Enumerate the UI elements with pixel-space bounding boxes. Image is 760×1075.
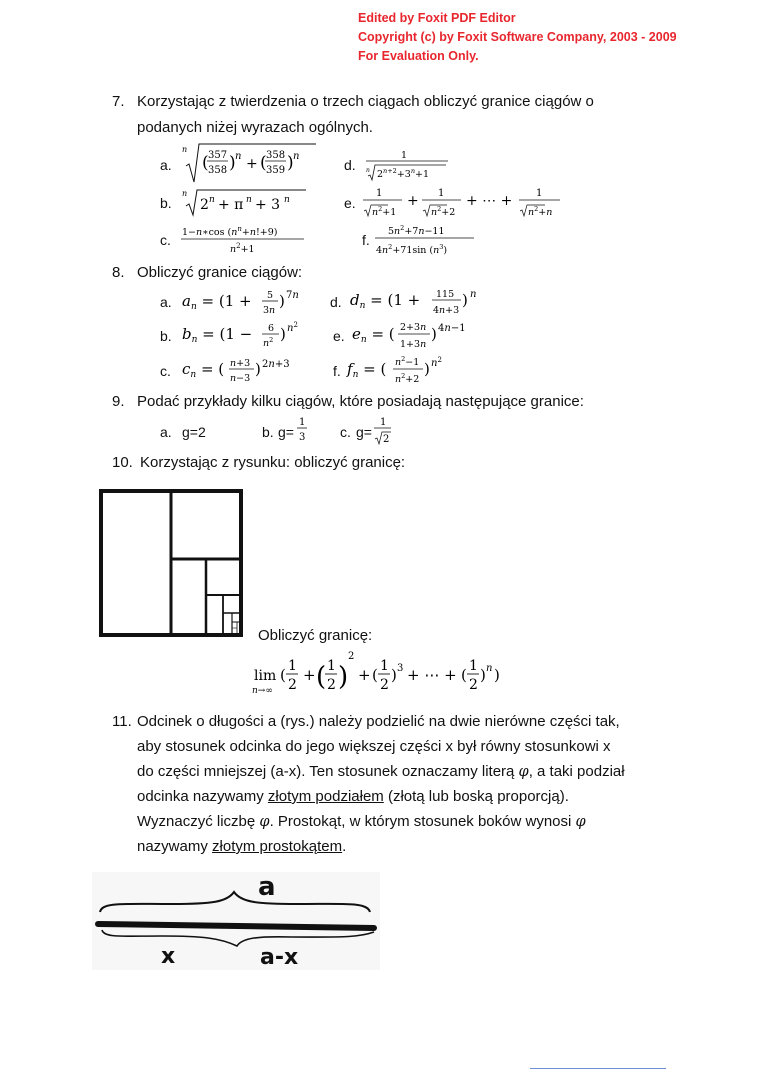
svg-text:2: 2	[327, 677, 336, 693]
q8-formula-d-svg	[348, 284, 488, 320]
svg-text:n: n	[182, 145, 188, 154]
q8-formula-b-svg	[180, 318, 310, 352]
q8-label-a: a.	[160, 294, 172, 310]
golden-rectangle-term: złotym prostokątem	[212, 838, 343, 855]
svg-text:): )	[480, 666, 486, 684]
q8-formula-c	[180, 353, 310, 392]
q9-label-b: b.	[262, 424, 274, 440]
svg-text:): )	[287, 153, 294, 173]
svg-text:): )	[431, 325, 437, 343]
svg-text:2: 2	[288, 677, 297, 693]
q9-label-a: a.	[160, 424, 172, 440]
q7-text-line-2: podanych niżej wyrazach ogólnych.	[137, 119, 373, 136]
svg-text:(: (	[316, 662, 327, 692]
q7-formula-b-svg	[180, 186, 310, 218]
svg-text:): )	[338, 662, 349, 692]
q8-text: Obliczyć granice ciągów:	[137, 264, 303, 281]
svg-text:en = (: $e_n$ = (	[352, 325, 395, 345]
q7-formula-f-svg	[374, 222, 480, 260]
svg-text:2: 2	[469, 677, 478, 693]
q7-label-b: b.	[160, 195, 172, 211]
q11-line-4-post: (złotą lub boską proporcją).	[383, 788, 569, 805]
watermark-line-2: Copyright (c) by Foxit Software Company, 2003 - 2009	[358, 30, 677, 44]
svg-text:n2−1: $n^2-1$	[395, 355, 420, 368]
label-a: a	[258, 872, 276, 902]
svg-text:358: 358	[266, 150, 286, 161]
svg-text:): )	[280, 325, 286, 343]
q9-fraction-b	[296, 414, 310, 449]
q11-line-3-pre: do części mniejszej (a-x). Ten stosunek oznaczamy literą	[137, 763, 519, 780]
svg-text:1: 1	[299, 417, 306, 428]
q9-prefix-b: g=	[278, 424, 294, 440]
svg-text:1+3n: 1+3n	[400, 339, 427, 350]
svg-text:fn = (: $f_n$ = (	[347, 360, 387, 380]
q11-line-4-pre: odcinka nazywamy	[137, 788, 268, 805]
svg-text:n2+n: $n^2+n$	[528, 205, 553, 218]
svg-text:): )	[391, 666, 397, 684]
svg-text:2: 2	[380, 677, 389, 693]
svg-text:n+3: n+3	[230, 358, 251, 369]
q11-line-3	[137, 763, 625, 780]
q7-formula-d	[364, 147, 454, 188]
svg-text:2n+2+3n+1: $2^n+2+3^n+1$	[377, 167, 430, 180]
q11-line-1: Odcinek o długości a (rys.) należy podzielić na dwie nierówne części tak,	[137, 713, 620, 730]
svg-text:359: 359	[266, 165, 286, 176]
svg-text:357: 357	[208, 150, 228, 161]
svg-text:n: n	[246, 195, 252, 205]
q7-label-d: d.	[344, 157, 356, 173]
svg-text:dn = (1 +: $d_n = (1$ +	[350, 291, 421, 311]
svg-text:1: 1	[469, 658, 478, 674]
q9-value-a: g=2	[182, 424, 206, 440]
svg-text:(: (	[461, 666, 467, 684]
svg-text:7n: 7n	[286, 290, 299, 301]
watermark-line-1: Edited by Foxit PDF Editor	[358, 11, 516, 25]
svg-text:2: 2	[348, 651, 355, 662]
svg-text:115: 115	[436, 289, 455, 300]
golden-squares-figure	[97, 487, 247, 644]
svg-text:n→∞: n→∞	[252, 686, 273, 696]
q8-number: 8.	[112, 264, 125, 281]
svg-text:n: n	[182, 189, 188, 198]
svg-text:): )	[494, 666, 500, 684]
label-a-minus-x: a-x	[260, 945, 299, 970]
q11-number: 11.	[112, 713, 132, 730]
label-x: x	[161, 944, 176, 969]
svg-text:n: n	[284, 195, 290, 205]
svg-text:(: (	[260, 153, 267, 173]
svg-text:+: +	[246, 156, 258, 172]
q11-line-5-mid: . Prostokąt, w którym stosunek boków wynosi	[269, 813, 576, 830]
q8-label-d: d.	[330, 294, 342, 310]
svg-text:n2+2: $n^2+2$	[431, 205, 456, 218]
svg-text:1: 1	[380, 417, 387, 428]
footer-rule	[530, 1068, 666, 1069]
q7-formula-e-svg	[362, 183, 567, 223]
q11-line-6-post: .	[342, 838, 347, 855]
svg-text:2+3n: 2+3n	[400, 322, 427, 333]
svg-text:+ π: + π	[218, 197, 244, 213]
q7-label-a: a.	[160, 157, 172, 173]
svg-text:1: 1	[376, 188, 383, 199]
svg-text:n2: $n^2$	[263, 336, 274, 349]
svg-text:3: 3	[299, 432, 306, 443]
q8-formula-c-svg	[180, 353, 310, 387]
q7-formula-a	[180, 140, 320, 191]
q8-label-e: e.	[333, 328, 345, 344]
svg-text:(: (	[280, 666, 286, 684]
q10-number: 10.	[112, 454, 133, 471]
phi-symbol: φ	[575, 814, 586, 830]
svg-text:n: n	[209, 195, 215, 205]
svg-text:n: n	[293, 151, 300, 162]
svg-text:+ ⋯ +: + ⋯ +	[407, 666, 457, 684]
svg-text:bn = (1 −: $b_n = (1$ −	[182, 325, 253, 345]
svg-text:): )	[424, 360, 430, 378]
svg-text:2n+3: 2n+3	[262, 359, 290, 370]
q11-line-5-pre: Wyznaczyć liczbę	[137, 813, 260, 830]
svg-text:1: 1	[288, 658, 297, 674]
q9-fraction-c	[373, 414, 395, 451]
svg-text:n−3: n−3	[230, 373, 251, 384]
svg-text:cn = (: $c_n$ = (	[182, 360, 225, 380]
svg-text:+ 3: + 3	[255, 197, 281, 213]
q7-label-c: c.	[160, 232, 171, 248]
q9-prefix-c: g=	[356, 424, 372, 440]
phi-symbol: φ	[259, 814, 270, 830]
q7-formula-f	[374, 222, 480, 265]
q7-formula-a-svg	[180, 140, 320, 186]
svg-text:n: n	[235, 151, 242, 162]
golden-squares-svg	[97, 487, 247, 639]
segment-figure-svg	[92, 872, 380, 970]
svg-text:1: 1	[380, 658, 389, 674]
q8-formula-e-svg	[350, 318, 480, 354]
svg-text:(: (	[372, 666, 378, 684]
svg-text:n2+2: $n^2+2$	[395, 372, 420, 385]
q7-formula-b	[180, 186, 310, 223]
svg-text:5: 5	[267, 290, 274, 301]
svg-text:n: n	[470, 289, 477, 300]
svg-text:): )	[229, 153, 236, 173]
q7-formula-d-svg	[364, 147, 454, 183]
segment-figure	[92, 872, 380, 970]
q11-line-6	[137, 838, 346, 855]
q8-formula-b	[180, 318, 310, 357]
svg-text:2: 2	[383, 434, 390, 445]
svg-text:2: 2	[200, 197, 209, 213]
q7-text-line-1: Korzystając z twierdzenia o trzech ciągach obliczyć granice ciągów o	[137, 93, 594, 110]
watermark-line-3: For Evaluation Only.	[358, 49, 479, 63]
q8-label-f: f.	[333, 363, 341, 379]
q7-label-e: e.	[344, 195, 356, 211]
q11-line-4	[137, 788, 569, 805]
svg-text:1: 1	[536, 188, 543, 199]
svg-text:n2: $n^2$	[287, 321, 298, 334]
svg-text:+: +	[358, 666, 371, 684]
q9-fraction-b-svg	[296, 414, 310, 444]
limit-formula-svg	[250, 648, 520, 696]
q10-text: Korzystając z rysunku: obliczyć granicę:	[140, 454, 406, 471]
q7-formula-c-svg	[180, 224, 310, 258]
q11-line-5	[137, 813, 586, 830]
svg-text:1: 1	[438, 188, 445, 199]
q8-label-b: b.	[160, 328, 172, 344]
svg-text:1: 1	[401, 150, 408, 161]
q8-formula-f	[345, 351, 475, 394]
svg-text:n2+1: $n^2+1$	[372, 205, 397, 218]
svg-text:n: n	[366, 167, 370, 174]
phi-symbol: φ	[518, 764, 529, 780]
svg-text:(: (	[202, 153, 209, 173]
svg-text:): )	[462, 291, 468, 309]
limit-formula	[250, 648, 520, 701]
q11-line-6-pre: nazywamy	[137, 838, 213, 855]
svg-text:n: n	[486, 663, 493, 674]
svg-text:): )	[279, 292, 285, 310]
q11-line-3-post: , a taki podział	[528, 763, 625, 780]
svg-text:4n+3: 4n+3	[433, 305, 460, 316]
svg-text:n2: $n^2$	[431, 356, 442, 369]
q8-label-c: c.	[160, 363, 171, 379]
q9-number: 9.	[112, 393, 125, 410]
q9-fraction-c-svg	[373, 414, 395, 446]
svg-text:+: +	[407, 193, 419, 209]
q9-text: Podać przykłady kilku ciągów, które posiadają następujące granice:	[137, 393, 584, 410]
q7-label-f: f.	[362, 232, 370, 248]
svg-text:3n: 3n	[263, 305, 276, 316]
svg-text:6: 6	[268, 323, 275, 334]
svg-text:an = (1 +: $a_n = (1$ +	[182, 292, 252, 312]
svg-text:n2+1: $n^2+1$	[230, 242, 255, 255]
svg-text:3: 3	[397, 663, 404, 674]
svg-text:+: +	[303, 666, 316, 684]
q10-caption: Obliczyć granicę:	[258, 627, 373, 644]
svg-text:4n2+71sin (n3): $4n^2+71\sin$ $(n^3)$	[376, 243, 448, 256]
golden-ratio-term: złotym podziałem	[267, 788, 384, 805]
svg-text:5n2+7n−11: $5n^2+7n-11$	[388, 224, 445, 237]
q9-label-c: c.	[340, 424, 351, 440]
svg-text:4n−1: 4n−1	[438, 323, 466, 334]
svg-text:358: 358	[208, 165, 228, 176]
q11-line-2: aby stosunek odcinka do jego większej części x był równy stosunkowi x	[137, 738, 611, 755]
q8-formula-f-svg	[345, 351, 475, 389]
svg-text:lim: lim	[254, 668, 277, 684]
q7-formula-c	[180, 224, 310, 263]
svg-text:1−n∗cos (nn+n!+9): 1−n∗cos $(n^n+n!+9)$	[182, 225, 278, 238]
svg-text:1: 1	[327, 658, 336, 674]
q7-number: 7.	[112, 93, 125, 110]
svg-text:+ ⋯ +: + ⋯ +	[466, 193, 513, 209]
svg-text:): )	[255, 360, 261, 378]
q8-formula-a-svg	[180, 286, 310, 320]
